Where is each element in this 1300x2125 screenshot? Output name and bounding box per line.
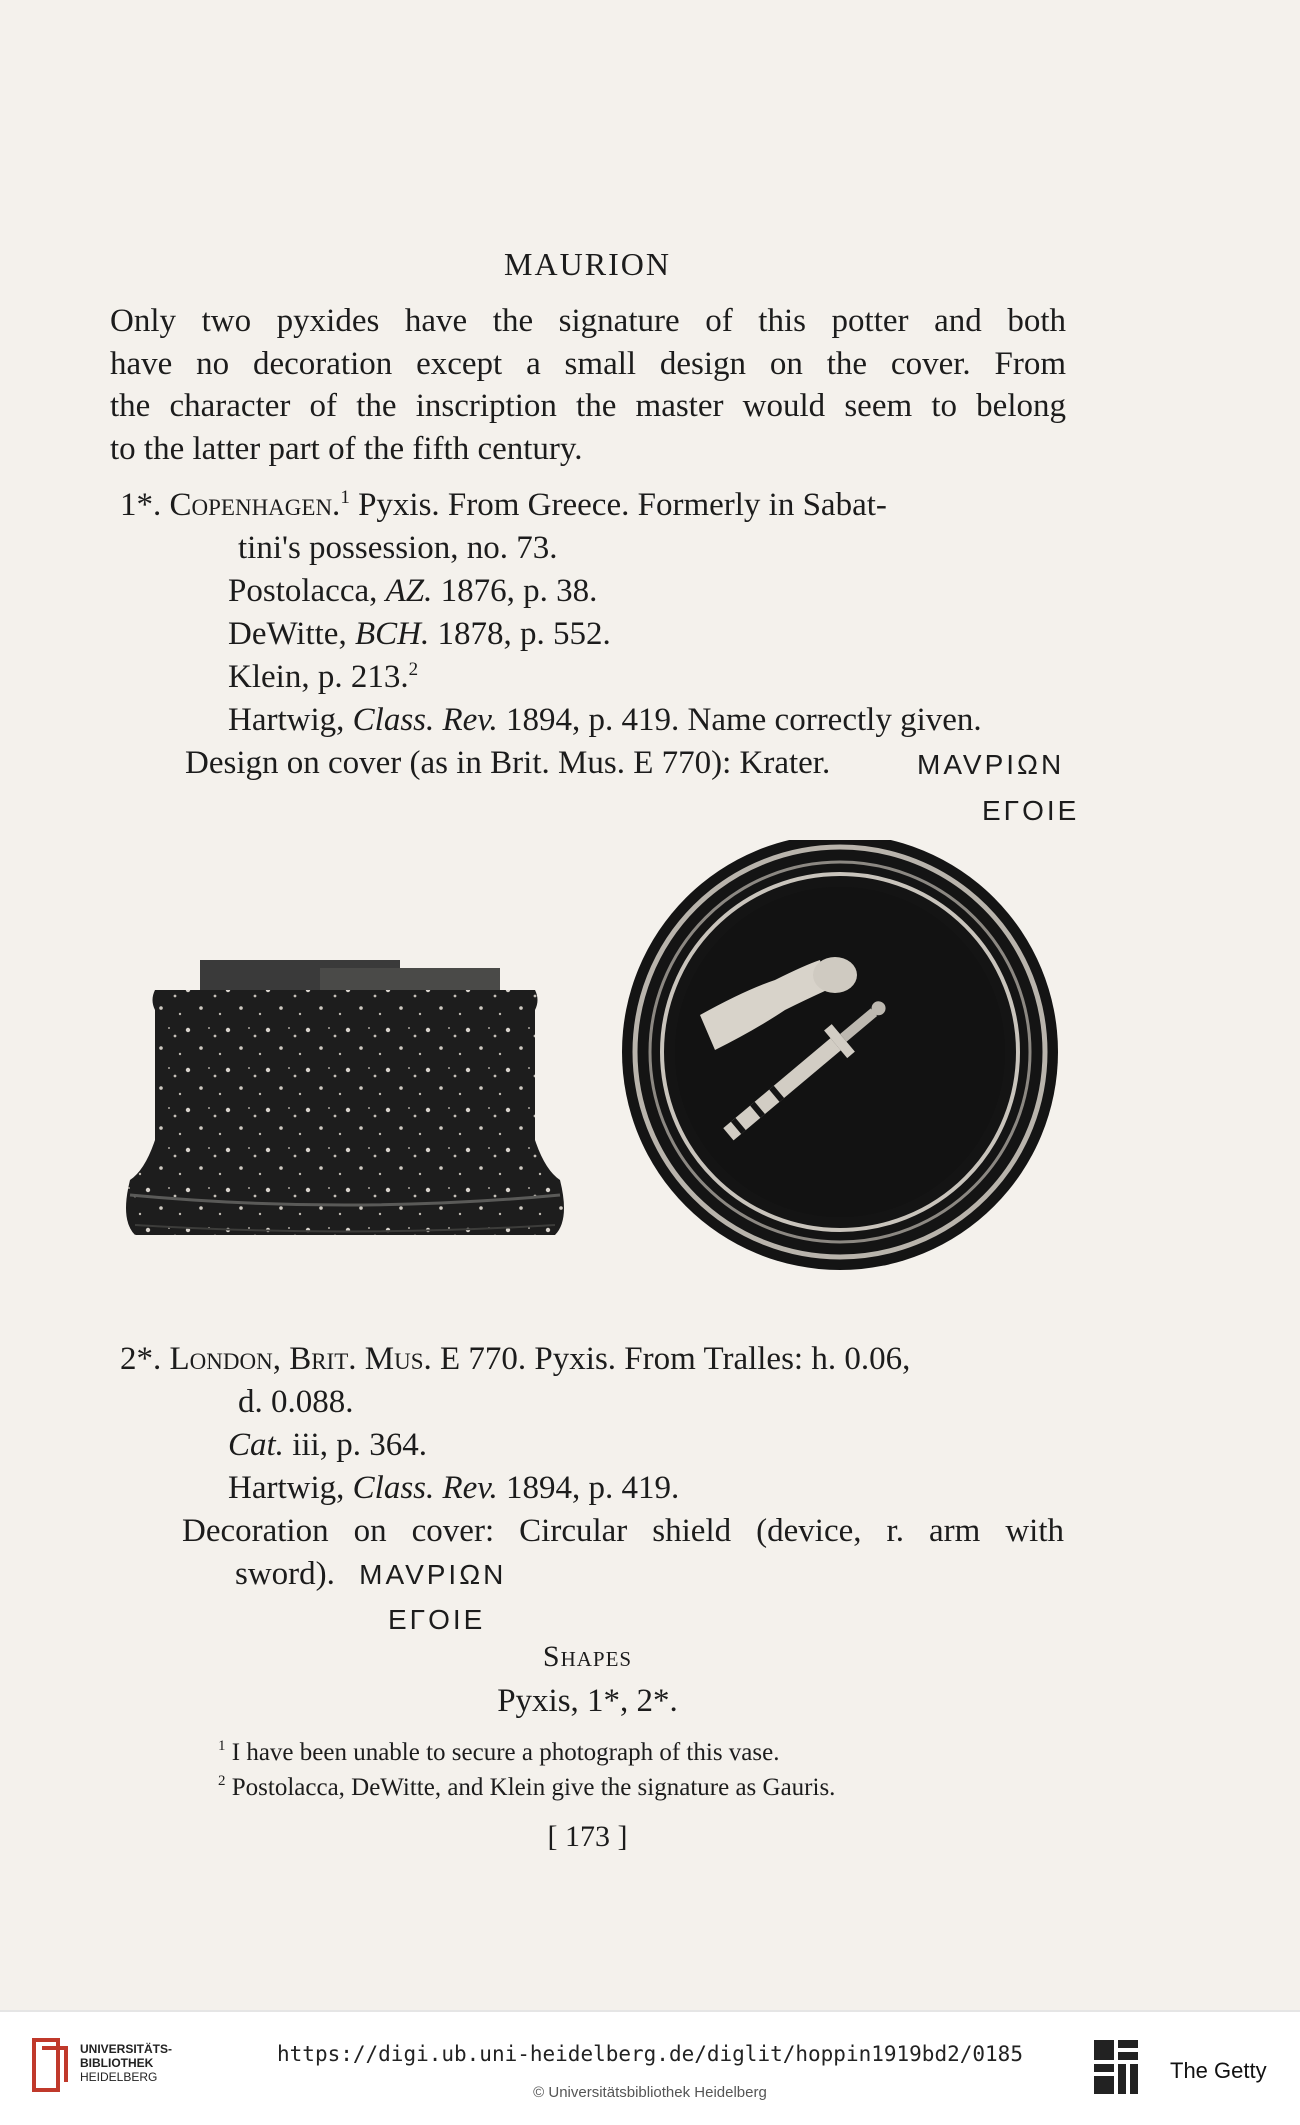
entry1-inscription-line1: MAVPIΩN [917, 749, 1065, 780]
ref-rest: 1878, p. 552. [429, 616, 611, 652]
footnote [218, 1770, 835, 1805]
ref-journal: Class. Rev. [352, 702, 498, 738]
entry1-number: 1*. [120, 487, 162, 523]
entry1-desc-cont: tini's possession, no. 73. [238, 530, 558, 566]
getty-label: The Getty [1170, 2058, 1267, 2083]
footnote-number: 2 [218, 1773, 226, 1789]
entry1-place: Copenhagen. [169, 487, 341, 523]
footnote-ref: 2 [408, 659, 419, 680]
footnote-number: 1 [218, 1738, 226, 1754]
ref-rest: 1876, p. 38. [432, 573, 598, 609]
pyxis-body [126, 990, 564, 1235]
ref-rest: 1894, p. 419. Name correctly given. [497, 702, 982, 738]
intro-line: have no decoration except a small design on the cover. From [110, 345, 1066, 382]
intro-line: Only two pyxides have the signature of this potter and both [110, 303, 1066, 339]
ref-rest: 1894, p. 419. [497, 1470, 680, 1506]
entry2-desc-cont: d. 0.088. [238, 1384, 354, 1420]
ref-text: Klein, p. 213. [228, 659, 409, 695]
footnotes [218, 1735, 835, 1805]
entry1-ref2 [228, 613, 611, 656]
ref-author: Postolacca, [228, 573, 386, 609]
entry2-header [120, 1338, 910, 1381]
entry1-inscription-line2: EΓOIE [982, 795, 1080, 826]
decoration-text: sword). [235, 1556, 335, 1592]
getty-logo-icon [1090, 2034, 1150, 2104]
library-name-line: HEIDELBERG [80, 2070, 158, 2084]
entry2-place: London, Brit. Mus. [169, 1341, 432, 1377]
entry2-inscription-line2: EΓOIE [388, 1604, 486, 1635]
footer-bar [0, 2010, 1300, 2125]
photographs [115, 840, 1065, 1290]
entry2-inscription-line1: MAVPIΩN [359, 1559, 507, 1590]
ref-journal: BCH. [354, 616, 430, 652]
shapes-heading: Shapes [542, 1640, 633, 1673]
intro-line: the character of the inscription the master would seem to belong [110, 388, 1066, 424]
entry2-decoration: Decoration on cover: Circular shield (device, r. arm with [182, 1513, 1064, 1549]
design-text: Design on cover (as in Brit. Mus. E 770): Krater. [185, 745, 831, 781]
ref-journal: Cat. [228, 1427, 284, 1463]
source-url-link[interactable]: https://digi.ub.uni-heidelberg.de/diglit/hoppin1919bd2/0185 [277, 2042, 1023, 2066]
entry2-decoration-cont [235, 1553, 506, 1596]
entry2-ref2 [228, 1467, 679, 1510]
library-name-line: BIBLIOTHEK [80, 2056, 154, 2070]
footnote-text: Postolacca, DeWitte, and Klein give the signature as Gauris. [225, 1774, 836, 1801]
ref-rest: iii, p. 364. [283, 1427, 427, 1463]
ref-journal: Class. Rev. [352, 1470, 498, 1506]
entry1-ref1 [228, 570, 597, 613]
page-title: MAURION [504, 246, 671, 282]
entry1-design [185, 742, 830, 785]
entry1-desc: Pyxis. From Greece. Formerly in Sabat- [349, 487, 887, 523]
pyxis-cover-photo [622, 840, 1058, 1270]
page-number: [ 173 ] [547, 1820, 628, 1853]
ref-author: Hartwig, [228, 702, 353, 738]
ref-author: Hartwig, [228, 1470, 353, 1506]
entry1-header [120, 484, 887, 527]
pyxis-box-photo [115, 840, 1065, 1290]
shapes-text: Pyxis, 1*, 2*. [497, 1683, 678, 1719]
entry2-desc: E 770. Pyxis. From Tralles: h. 0.06, [431, 1341, 911, 1377]
copyright-text: © Universitätsbibliothek Heidelberg [533, 2084, 767, 2101]
ref-author: DeWitte, [228, 616, 355, 652]
library-name-line: UNIVERSITÄTS- [80, 2042, 173, 2056]
ref-journal: AZ. [385, 573, 433, 609]
footnote [218, 1735, 835, 1770]
entry2-number: 2*. [120, 1341, 162, 1377]
footnote-text: I have been unable to secure a photograph of this vase. [225, 1739, 780, 1766]
intro-line: to the latter part of the fifth century. [110, 430, 583, 467]
intro-paragraph [110, 300, 1066, 470]
entry2-ref1 [228, 1424, 427, 1467]
entry1-ref3 [228, 656, 418, 699]
footnote-ref: 1 [340, 487, 350, 508]
entry1-ref4 [228, 699, 982, 742]
